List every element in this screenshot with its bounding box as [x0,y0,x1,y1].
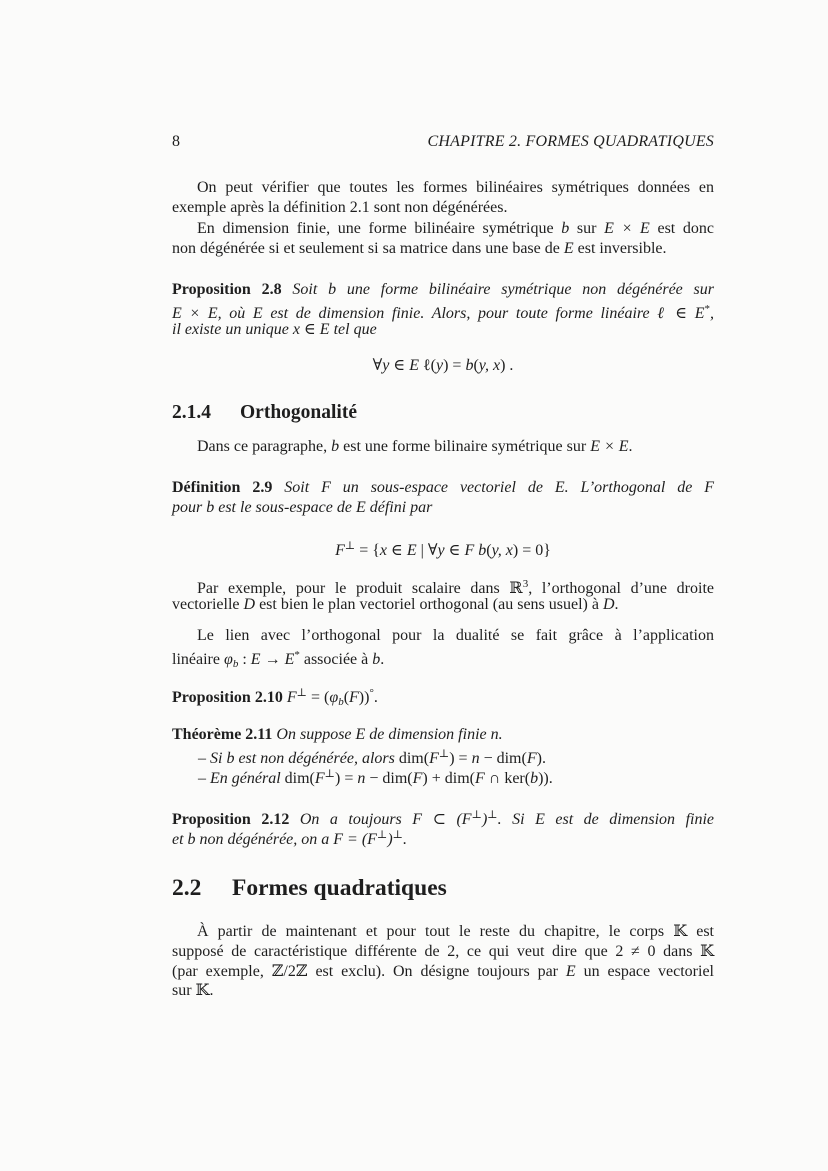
text-segment: sur [569,220,605,237]
text-segment: E [284,650,295,668]
text-segment: F [429,749,439,767]
text-segment: . [628,438,633,455]
equation-orthogonal [172,537,714,557]
text-segment: ) = 0} [512,542,551,559]
text-segment: sur 𝕂. [172,982,214,1000]
proposition-2-8 [172,280,714,339]
block-label: Définition 2.9 [172,479,273,496]
text-segment: y [382,357,390,374]
text-line [172,478,714,498]
text-segment: b [530,769,539,787]
text-line [172,595,714,615]
chapter-title: CHAPITRE 2. FORMES QUADRATIQUES [427,133,714,150]
text-segment: linéaire [172,650,224,668]
text-segment: ) + dim( [422,769,475,787]
text-segment: = { [355,542,380,559]
text-segment: ∀ [372,357,383,374]
text-line [172,725,714,745]
text-segment: n [357,769,366,787]
text-segment: 3 [522,578,529,590]
text-line [172,537,714,557]
text-segment: D [243,595,256,613]
text-segment: F [474,769,485,787]
text-line [172,356,714,376]
text-segment: E × E, où E est de dimension finie. Alors, pour toute forme linéaire ℓ ∈ E [172,304,705,322]
proposition-2-12 [172,806,714,846]
text-segment: et b non dégénérée, on a F = (F [172,830,377,848]
text-segment: ∈ [387,542,407,559]
text-line [172,198,714,218]
text-segment: pour b est le sous-espace de E défini par [172,498,433,516]
text-segment: φ [223,650,233,668]
text-segment: Par exemple, pour le produit scalaire dans ℝ [197,580,523,597]
text-segment: E [250,650,261,668]
text-segment: un espace vectoriel [575,962,715,980]
text-segment: . Si E est de dimension finie [497,811,715,828]
text-segment: ) [481,811,488,828]
text-segment: F [282,689,297,706]
text-segment: ⊥ [376,828,388,841]
text-line [172,320,714,340]
text-segment: ) = [449,749,472,767]
paragraph-example-r3 [172,575,714,615]
block-label: Proposition 2.10 [172,689,283,706]
text-segment: . [380,650,385,668]
text-segment: ( [473,357,479,374]
text-segment: ℓ( [418,357,436,374]
text-segment: est inversible. [573,239,667,257]
text-line [172,300,714,320]
text-segment: vectorielle [172,595,244,613]
text-segment: ⊥ [296,687,307,699]
text-segment: dim( [284,769,315,787]
text-segment: ⊥ [344,540,356,552]
section-title: Orthogonalité [240,402,357,423]
text-line [172,575,714,595]
text-line [172,498,714,518]
text-segment: E [406,542,417,559]
text-segment: En dimension finie, une forme bilinéaire symétrique [197,220,562,237]
proposition-2-10 [172,684,714,708]
text-segment: F b [464,542,487,559]
section-number: 2.2 [172,875,202,901]
text-line [172,280,714,300]
text-segment: ⊥ [392,828,403,841]
text-segment: À partir de maintenant et pour tout le reste du chapitre, le corps 𝕂 est [197,923,714,940]
text-segment: ) = [335,769,358,787]
theorem-2-11 [172,725,714,787]
text-segment: → [260,650,285,668]
text-segment: – Si b est non dégénérée, alors [198,749,399,767]
text-segment: . [403,830,407,848]
text-segment: y [437,542,445,559]
text-segment: b [372,650,381,668]
text-segment: est une forme bilinaire symétrique sur [339,438,591,455]
text-segment: non dégénérée si et seulement si sa matrice dans une base de [172,239,564,257]
section-heading-2-2 [172,875,447,902]
text-segment: − dim( [479,749,527,767]
text-line [172,922,714,942]
text-segment: On suppose E de dimension finie n. [272,726,503,743]
text-segment: ⊥ [471,809,482,821]
text-segment: E [565,962,576,980]
text-segment: . [614,595,619,613]
text-segment: ∩ ker( [484,769,531,787]
text-segment: )). [538,769,553,787]
text-segment: y, x [478,357,501,374]
text-line [172,684,714,708]
text-segment: exemple après la définition 2.1 sont non dégénérées. [172,198,508,216]
text-line [172,806,714,826]
equation-riesz [172,356,714,376]
section-heading-2-1-4 [172,402,357,424]
text-segment: φ [329,689,339,706]
text-segment: x [379,542,388,559]
paragraph-field-characteristic [172,922,714,1001]
text-segment: ) [387,830,393,848]
text-segment: – En général [198,769,285,787]
text-segment: = ( [306,689,330,706]
text-segment: supposé de caractéristique différente de 2, ce qui veut dire que 2 ≠ 0 dans 𝕂 [172,942,714,960]
text-segment: b [232,657,239,670]
text-segment: Dans ce paragraphe, [197,438,332,455]
text-segment: ⊥ [324,767,336,780]
text-segment: F [526,749,537,767]
text-segment: E [409,357,419,374]
text-line [172,646,714,670]
text-segment: . [373,689,378,706]
text-segment: ( [486,542,492,559]
text-line [172,745,714,765]
text-segment: On peut vérifier que toutes les formes bilinéaires symétriques données en [197,179,714,196]
text-line [172,437,714,457]
paragraph-duality [172,626,714,670]
definition-2-9 [172,478,714,518]
text-segment: b [338,696,344,708]
text-line [172,942,714,962]
text-segment: On a toujours F ⊂ (F [289,811,472,828]
text-segment: ). [536,749,546,767]
text-segment: F [349,689,359,706]
text-line [172,178,714,198]
text-segment: Le lien avec l’orthogonal pour la dualité se fait grâce à l’application [197,627,714,644]
text-segment: est bien le plan vectoriel orthogonal (au sens usuel) à [255,595,603,613]
text-segment: F [335,542,345,559]
section-number: 2.1.4 [172,402,211,423]
text-segment: dim( [398,749,430,767]
text-segment: )) [358,689,370,706]
text-segment: F [412,769,423,787]
text-line [172,239,714,259]
text-segment: * [704,302,710,315]
paragraph-finite-dimension [172,219,714,259]
text-segment: (par exemple, ℤ/2ℤ est exclu). On désigne toujours par [172,962,566,980]
text-segment: ⊥ [438,747,450,760]
text-segment: | ∀ [416,542,438,559]
text-segment: − dim( [365,769,413,787]
text-segment: y [435,357,444,374]
text-line [172,626,714,646]
text-segment: ) = [443,357,466,374]
paragraph-nondegenerate-examples [172,178,714,218]
block-label: Théorème 2.11 [172,726,273,743]
text-segment: ( [343,689,350,706]
text-segment: E [563,239,574,257]
block-label: Proposition 2.8 [172,281,282,298]
text-line [172,981,714,1001]
text-segment: b [465,357,474,374]
text-segment: b [331,438,340,455]
text-segment: Soit F un sous-espace vectoriel de E. L’orthogonal de F [272,479,714,496]
section-title: Formes quadratiques [232,875,447,901]
text-segment: n [471,749,480,767]
text-segment: ∈ [444,542,465,559]
text-segment: est donc [649,220,715,237]
text-line [172,219,714,239]
text-segment: ) . [500,357,514,374]
text-segment: Soit b une forme bilinéaire symétrique non dégénérée sur [281,281,715,298]
paragraph-orthogonality-intro [172,437,714,457]
text-segment: * [294,648,300,661]
text-segment: , [710,304,714,322]
text-segment: F [314,769,325,787]
text-segment: ∈ [389,357,410,374]
text-line [172,826,714,846]
text-segment: E × E [604,220,650,237]
text-segment: : [238,650,251,668]
text-segment: , l’orthogonal d’une droite [528,580,714,597]
text-segment: y, x [491,542,513,559]
page-number: 8 [172,133,180,150]
text-segment: E × E [590,438,629,455]
text-segment: D [602,595,615,613]
text-line [172,962,714,982]
text-line [172,765,714,785]
text-segment: il existe un unique x ∈ E tel que [172,320,377,338]
block-label: Proposition 2.12 [172,811,290,828]
text-segment: ⊥ [487,809,498,821]
text-segment: ° [369,687,374,699]
text-segment: b [561,220,570,237]
text-segment: associée à [299,650,373,668]
